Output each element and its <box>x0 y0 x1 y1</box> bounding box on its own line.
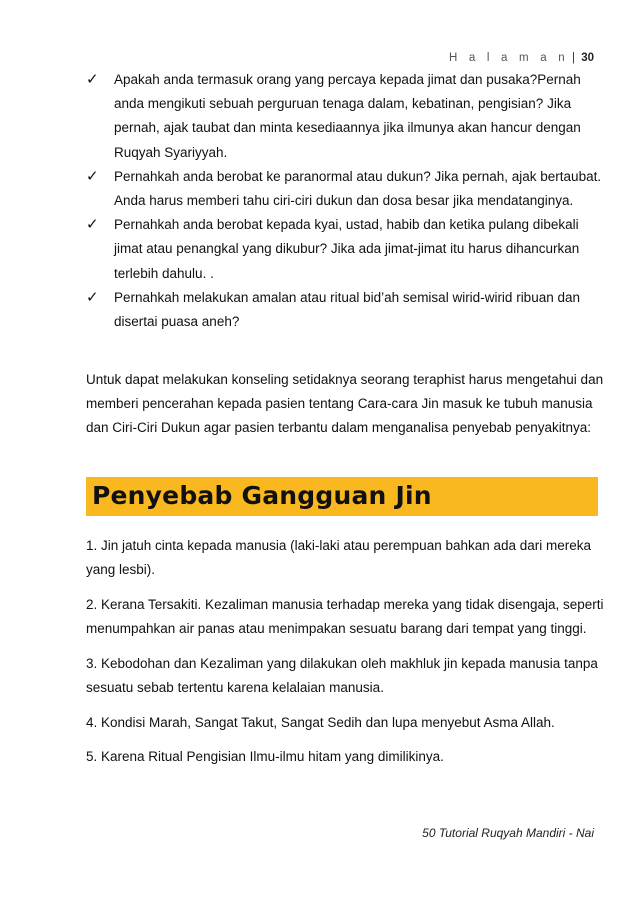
cause-item: 1. Jin jatuh cinta kepada manusia (laki-laki atau perempuan bahkan ada dari mereka yang lesbi). <box>86 538 592 578</box>
cause-item: 2. Kerana Tersakiti. Kezaliman manusia terhadap mereka yang tidak disengaja, seperti menumpahkan air panas atau menimpakan sesuatu barang dari tempat yang tinggi. <box>86 596 604 637</box>
checkmark-icon: ✓ <box>86 288 99 306</box>
cause-item: 3. Kebodohan dan Kezaliman yang dilakukan oleh makhluk jin kepada manusia tanpa sesuatu sebab tertentu karena kelalaian manusia. <box>86 655 598 696</box>
page-header <box>449 52 594 64</box>
page-footer: 50 Tutorial Ruqyah Mandiri - Nai <box>422 826 594 840</box>
checklist-item <box>86 68 606 165</box>
checkmark-icon: ✓ <box>86 216 99 234</box>
checkmark-icon: ✓ <box>86 167 99 185</box>
causes-list <box>86 534 606 780</box>
page-number: 30 <box>581 52 594 64</box>
checklist-item <box>86 213 606 286</box>
section-heading-band <box>86 477 598 516</box>
checklist-item <box>86 286 606 334</box>
checkmark-icon: ✓ <box>86 71 99 88</box>
page-header-word: H a l a m a n <box>449 52 569 64</box>
checklist-item-text: Pernahkah melakukan amalan atau ritual bid’ah semisal wirid-wirid ribuan dan disertai puasa aneh? <box>114 289 580 330</box>
checklist-item <box>86 165 606 213</box>
checklist-item-text: Apakah anda termasuk orang yang percaya kepada jimat dan pusaka?Pernah anda mengikuti sebuah perguruan tenaga dalam, kebatinan, pengisian? Jika pernah, ajak taubat dan minta kesediaannya jika ilmunya akan hancur dengan Ruqyah Syariyyah. <box>114 72 581 160</box>
checklist-item-text: Pernahkah anda berobat ke paranormal atau dukun? Jika pernah, ajak bertaubat. Anda harus memberi tahu ciri-ciri dukun dan dosa besar jika mendatanginya. <box>114 168 602 209</box>
section-title: Penyebab Gangguan Jin <box>92 481 432 510</box>
checklist-item-text: Pernahkah anda berobat kepada kyai, ustad, habib dan ketika pulang dibekali jimat atau penangkal yang dikubur? Jika ada jimat-jimat itu harus dihancurkan terlebih dahulu. . <box>114 217 580 281</box>
page-header-separator: | <box>572 52 575 64</box>
checklist <box>86 68 606 334</box>
cause-item: 4. Kondisi Marah, Sangat Takut, Sangat Sedih dan lupa menyebut Asma Allah. <box>86 714 555 730</box>
cause-item: 5. Karena Ritual Pengisian Ilmu-ilmu hitam yang dimilikinya. <box>86 749 444 765</box>
intro-paragraph: Untuk dapat melakukan konseling setidaknya seorang teraphist harus mengetahui dan memberi pencerahan kepada pasien tentang Cara-cara Jin masuk ke tubuh manusia dan Ciri-Ciri Dukun agar pasien terbantu dalam menganalisa penyebab penyakitnya: <box>86 372 604 436</box>
